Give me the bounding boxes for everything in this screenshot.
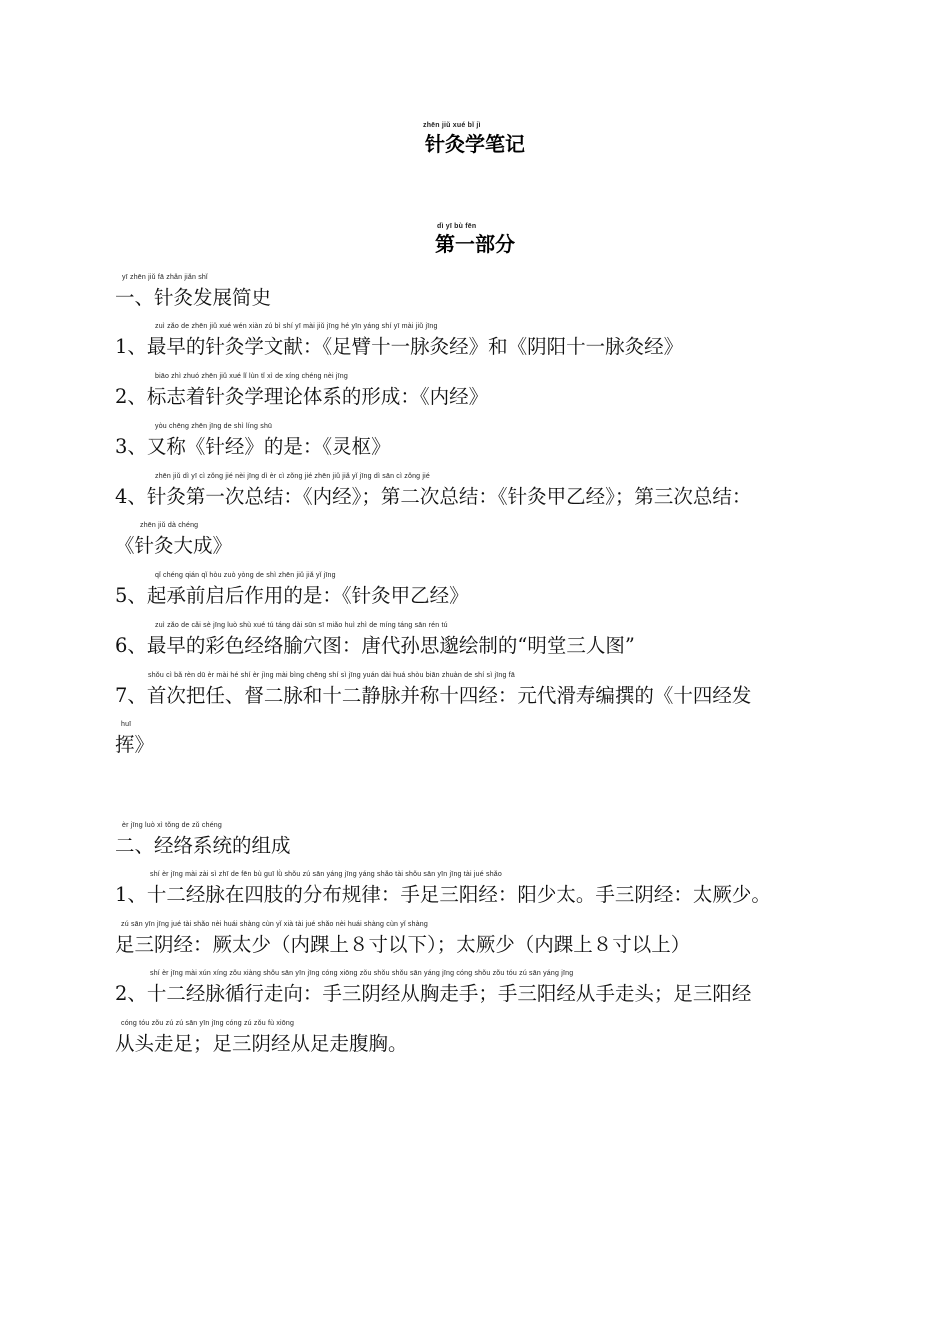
section2-item2-pinyin: shí èr jīng mài xún xíng zǒu xiàng shǒu sān yīn jīng cóng xiōng zǒu shǒu shǒu sān yáng jīng cóng shǒu zǒu tóu zú sān yáng jīng	[150, 970, 574, 977]
section1-item5-pinyin: qǐ chéng qián qǐ hòu zuò yòng de shì zhēn jiǔ jiǎ yǐ jīng	[155, 572, 336, 579]
section1-item7: 7、首次把任、督二脉和十二静脉并称十四经：元代滑寿编撰的《十四经发	[115, 684, 752, 707]
document-title: 针灸学笔记	[425, 132, 525, 156]
section1-item1-pinyin: zuì zǎo de zhēn jiǔ xué wén xiàn zú bì shí yī mài jiǔ jīng hé yīn yáng shí yī mài jiǔ jīng	[155, 323, 438, 330]
section1-item2-pinyin: biāo zhì zhuó zhēn jiǔ xué lǐ lùn tǐ xì de xíng chéng nèi jīng	[155, 373, 348, 380]
section2-heading: 二、经络系统的组成	[115, 834, 291, 857]
section2-item2: 2、十二经脉循行走向：手三阴经从胸走手；手三阳经从手走头；足三阳经	[115, 982, 752, 1005]
section1-item7-pinyin: shǒu cì bǎ rèn dū èr mài hé shí èr jìng mài bìng chēng shí sì jīng yuán dài huá shòu biān zhuàn de shí sì jīng fā	[148, 672, 515, 679]
section1-item4: 4、针灸第一次总结：《内经》；第二次总结：《针灸甲乙经》；第三次总结：	[115, 485, 752, 508]
section2-item1-cont: 足三阴经：厥太少（内踝上８寸以下）；太厥少（内踝上８寸以上）	[115, 933, 691, 956]
section1-item6-pinyin: zuì zǎo de cǎi sè jīng luò shù xué tú táng dài sūn sī miǎo huì zhì de míng táng sān rén tú	[155, 622, 448, 629]
title-pinyin: zhēn jiǔ xué bǐ jì	[423, 122, 481, 129]
section1-item1: 1、最早的针灸学文献：《足臂十一脉灸经》和《阴阳十一脉灸经》	[115, 335, 684, 358]
section2-heading-pinyin: èr jīng luò xì tǒng de zǔ chéng	[122, 822, 222, 829]
section1-item4-cont-pinyin: zhēn jiǔ dà chéng	[140, 522, 199, 529]
section2-item1-cont-pinyin: zú sān yīn jīng jué tài shǎo nèi huái shàng cùn yǐ xià tài jué shǎo nèi huái shàng cùn yǐ shàng	[121, 921, 428, 928]
section1-item7-cont-pinyin: huī	[121, 721, 132, 728]
section1-item4-pinyin: zhēn jiǔ dì yī cì zǒng jié nèi jīng dì èr cì zǒng jié zhēn jiǔ jiǎ yǐ jīng dì sān cì zǒng jié	[155, 473, 431, 480]
section1-item6: 6、最早的彩色经络腧穴图：唐代孙思邈绘制的“明堂三人图”	[115, 634, 635, 657]
part-title: 第一部分	[435, 232, 515, 256]
section1-item7-cont: 挥》	[115, 733, 155, 756]
section1-item2: 2、标志着针灸学理论体系的形成：《内经》	[115, 385, 489, 408]
section1-item4-cont: 《针灸大成》	[115, 534, 233, 557]
section1-heading: 一、针灸发展简史	[115, 286, 272, 309]
section2-item1-pinyin: shí èr jīng mài zài sì zhī de fēn bù guī lǜ shǒu zú sān yáng jīng yáng shǎo tài shǒu sān yīn jīng tài jué shǎo	[150, 871, 502, 878]
section1-item5: 5、起承前启后作用的是：《针灸甲乙经》	[115, 584, 469, 607]
section1-item3: 3、又称《针经》的是：《灵枢》	[115, 435, 391, 458]
part-title-pinyin: dì yī bù fēn	[437, 223, 477, 230]
section1-heading-pinyin: yī zhēn jiǔ fā zhǎn jiǎn shǐ	[122, 274, 208, 281]
section1-item3-pinyin: yòu chēng zhēn jīng de shì líng shū	[155, 423, 273, 430]
section2-item1: 1、十二经脉在四肢的分布规律：手足三阳经：阳少太。手三阴经：太厥少。	[115, 883, 771, 906]
section2-item2-cont: 从头走足；足三阴经从足走腹胸。	[115, 1032, 408, 1055]
section2-item2-cont-pinyin: cóng tóu zǒu zú zú sān yīn jīng cóng zú zǒu fù xiōng	[121, 1020, 295, 1027]
